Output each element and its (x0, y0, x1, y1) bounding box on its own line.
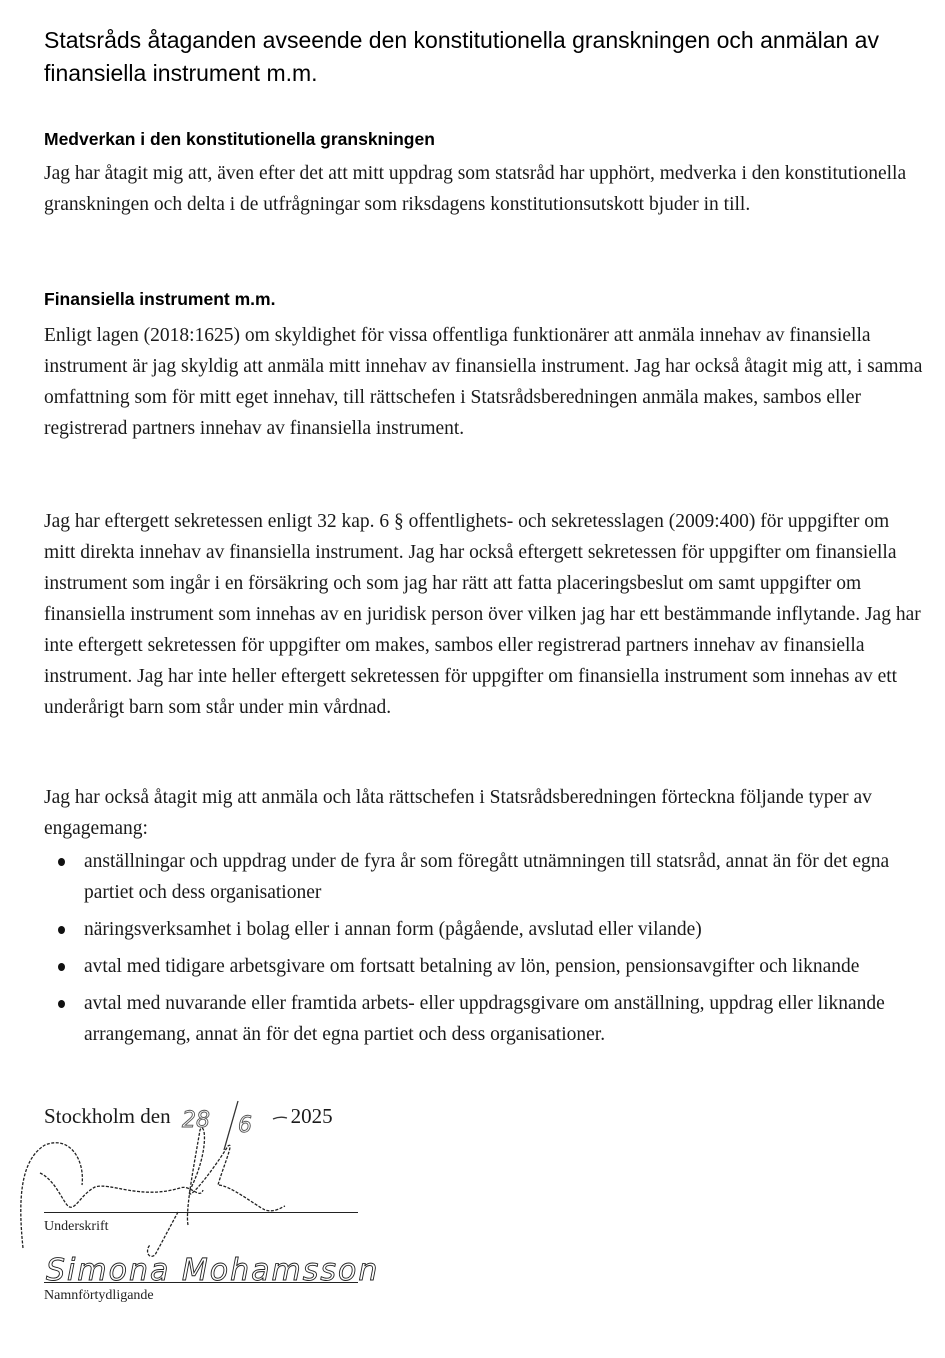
signature-line (44, 1212, 358, 1213)
list-item (44, 914, 924, 945)
signature-label: Underskrift (44, 1219, 109, 1234)
bullet-icon (58, 1000, 65, 1008)
list-item-text: näringsverksamhet i bolag eller i annan form (pågående, avslutad eller vilande) (84, 919, 702, 940)
list-item (44, 951, 924, 982)
list-item-text: anställningar och uppdrag under de fyra år som föregått utnämningen till statsråd, annat än för det egna partiet och dess organisationer (84, 851, 890, 903)
list-item (44, 846, 924, 908)
bullet-icon (58, 963, 65, 971)
handwritten-name: Simona Mohamsson (46, 1253, 380, 1288)
section-heading-constitutional-review: Medverkan i den konstitutionella granskningen (44, 129, 435, 149)
paragraph-engagements-intro: Jag har också åtagit mig att anmäla och låta rättschefen i Statsrådsberedningen förteckna följande typer av engagemang: (44, 787, 872, 839)
document-title: Statsråds åtaganden avseende den konstitutionella granskningen och anmälan av finansiella instrument m.m. (44, 27, 879, 86)
name-clarification-label: Namnförtydligande (44, 1288, 154, 1303)
paragraph-reporting-obligation: Enligt lagen (2018:1625) om skyldighet för vissa offentliga funktionärer att anmäla innehav av finansiella instrument är jag skyldig att anmäla mitt innehav av finansiella instrument. Jag har också åtagit mig att, i samma omfattning som för mitt eget innehav, till rättschefen i Statsrådsberedningen anmäla makes, sambos eller registrerad partners innehav av finansiella instrument. (44, 325, 923, 439)
place-prefix: Stockholm den (44, 1104, 171, 1128)
handwritten-signature (21, 1128, 285, 1256)
paragraph-constitutional-review: Jag har åtagit mig att, även efter det att mitt uppdrag som statsråd har upphört, medverka i den konstitutionella granskningen och delta i de utfrågningar som riksdagens konstitutionsutskott bjuder in till. (44, 163, 907, 215)
place-and-date (44, 1104, 333, 1129)
section-heading-financial-instruments: Finansiella instrument m.m. (44, 289, 276, 309)
handwritten-day: 28 (182, 1108, 210, 1133)
engagement-list (44, 846, 924, 1056)
list-item (44, 988, 924, 1050)
list-item-text: avtal med nuvarande eller framtida arbets- eller uppdragsgivare om anställning, uppdrag eller liknande arrangemang, annat än för det egna partiet och dess organisationer. (84, 993, 885, 1045)
paragraph-confidentiality-waiver: Jag har eftergett sekretessen enligt 32 kap. 6 § offentlighets- och sekretesslagen (2009:400) för uppgifter om mitt direkta innehav av finansiella instrument. Jag har också eftergett sekretessen för uppgifter om finansiella instrument som ingår i en försäkring och som jag har rätt att fatta placeringsbeslut om samt uppgifter om finansiella instrument som innehas av en juridisk person över vilken jag har ett bestämmande inflytande. Jag har inte eftergett sekretessen för uppgifter om makes, sambos eller registrerad partners innehav av finansiella instrument. Jag har inte heller eftergett sekretessen för uppgifter om finansiella instrument som innehas av ett underårigt barn som står under min vårdnad. (44, 511, 921, 718)
handwritten-month: 6 (238, 1113, 252, 1138)
list-item-text: avtal med tidigare arbetsgivare om fortsatt betalning av lön, pension, pensionsavgifter och liknande (84, 956, 860, 977)
bullet-icon (58, 926, 65, 934)
date-year: 2025 (290, 1104, 333, 1128)
name-clarification-line (44, 1282, 358, 1283)
bullet-icon (58, 858, 65, 866)
